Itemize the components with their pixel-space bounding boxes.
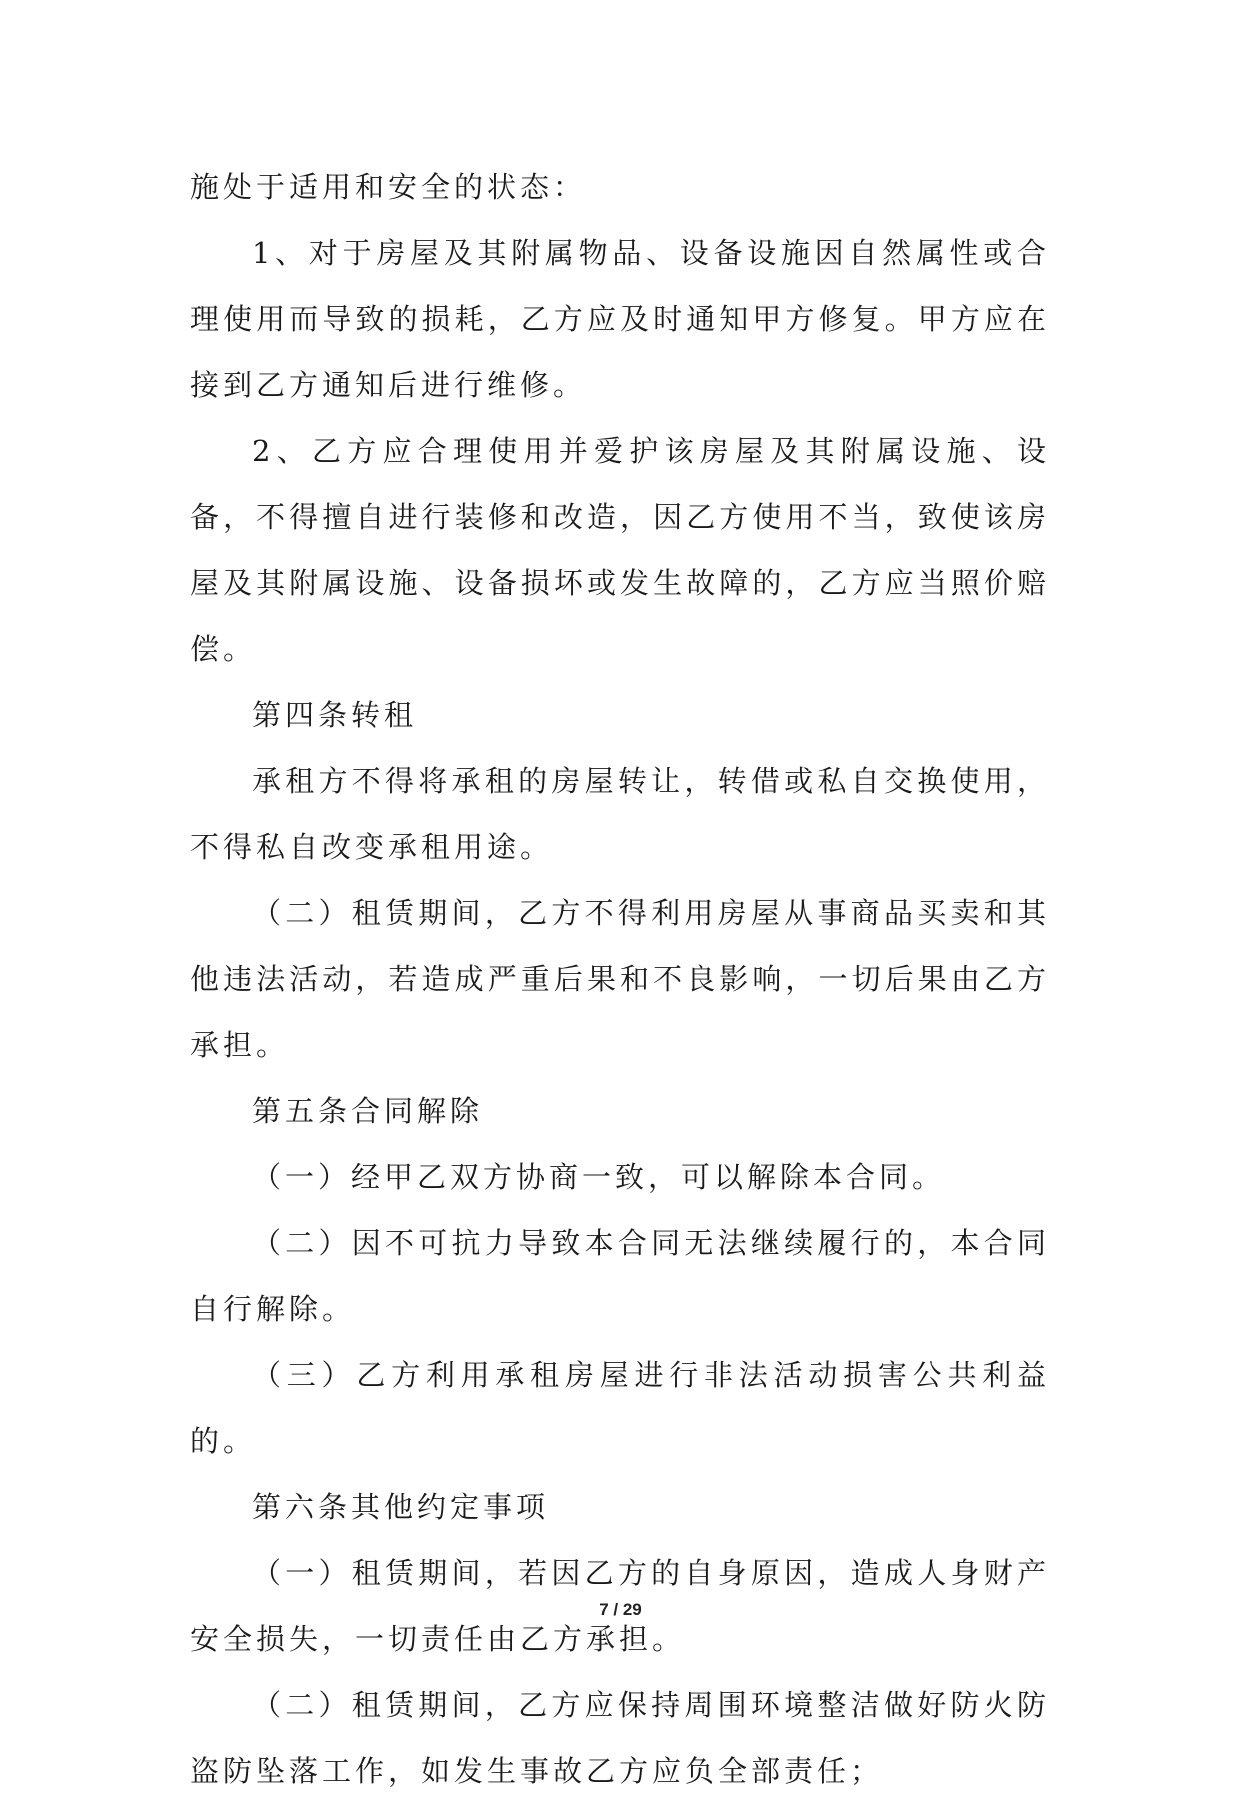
paragraph-continuation: 施处于适用和安全的状态： <box>190 170 587 204</box>
paragraph-item-2: 2、乙方应合理使用并爱护该房屋及其附属设施、设备，不得擅自进行装修和改造，因乙方使用不当，致使该房屋及其附属设施、设备损坏或发生故障的，乙方应当照价赔偿。 <box>190 434 1050 666</box>
section-heading-article-4: 第四条转租 <box>252 698 418 732</box>
section-heading-article-5: 第五条合同解除 <box>252 1094 484 1128</box>
paragraph-sublease-rule: 承租方不得将承租的房屋转让，转借或私自交换使用，不得私自改变承租用途。 <box>190 764 1050 864</box>
section-heading-article-6: 第六条其他约定事项 <box>252 1490 550 1524</box>
document-body <box>190 154 1050 1804</box>
paragraph-termination-1: （一）经甲乙双方协商一致，可以解除本合同。 <box>252 1160 946 1194</box>
paragraph-item-1: 1、对于房屋及其附属物品、设备设施因自然属性或合理使用而导致的损耗，乙方应及时通知甲方修复。甲方应在接到乙方通知后进行维修。 <box>190 236 1050 402</box>
paragraph-other-1: （一）租赁期间，若因乙方的自身原因，造成人身财产安全损失，一切责任由乙方承担。 <box>190 1556 1050 1656</box>
paragraph-termination-2: （二）因不可抗力导致本合同无法继续履行的，本合同自行解除。 <box>190 1226 1050 1326</box>
paragraph-clause-2: （二）租赁期间，乙方不得利用房屋从事商品买卖和其他违法活动，若造成严重后果和不良影响，一切后果由乙方承担。 <box>190 896 1050 1062</box>
page-number: 7 / 29 <box>599 1600 642 1619</box>
paragraph-other-2: （二）租赁期间，乙方应保持周围环境整洁做好防火防盗防坠落工作，如发生事故乙方应负全部责任； <box>190 1688 1050 1788</box>
paragraph-termination-3: （三）乙方利用承租房屋进行非法活动损害公共利益的。 <box>190 1358 1050 1458</box>
